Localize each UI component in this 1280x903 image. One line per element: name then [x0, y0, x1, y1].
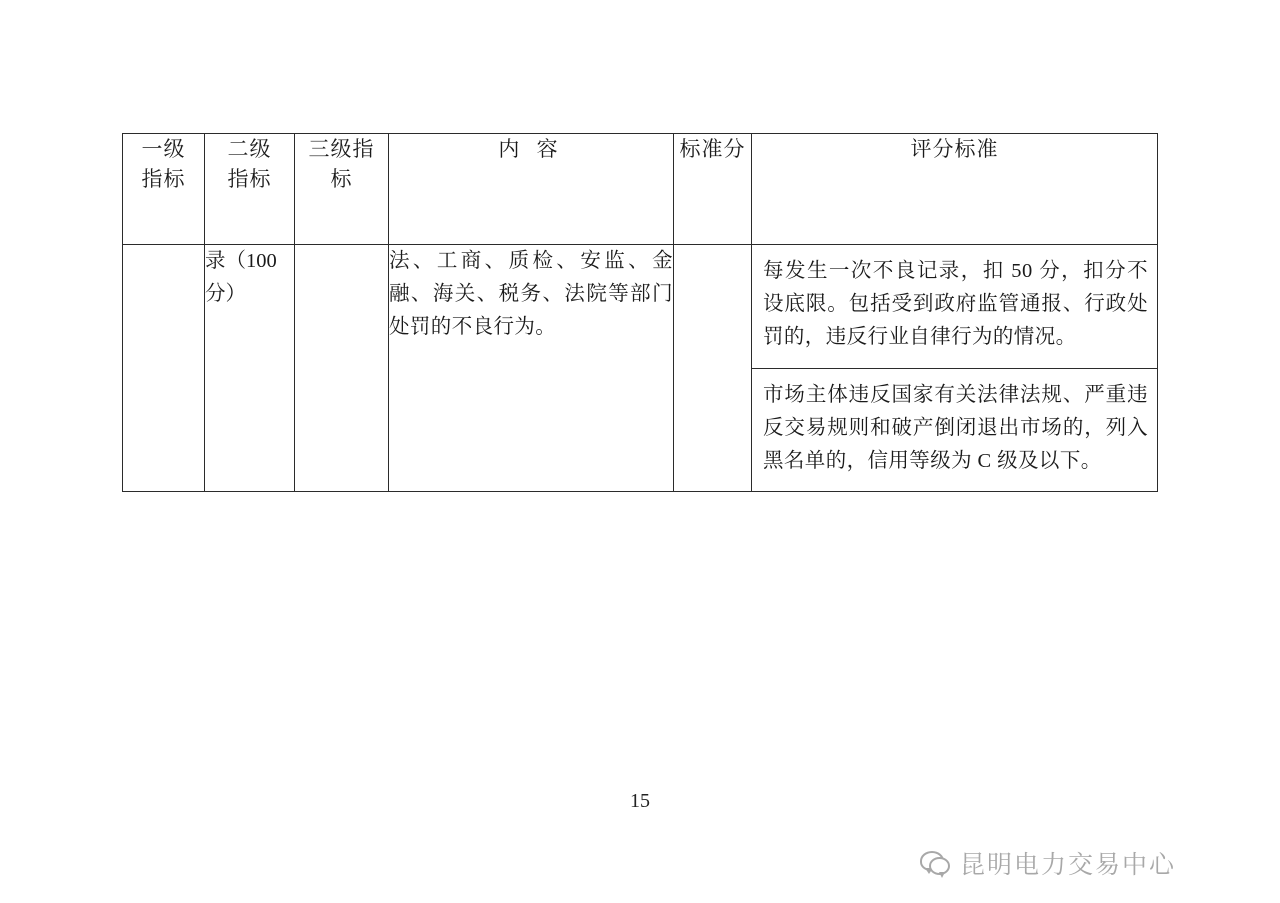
header-level3: 三级指 标: [295, 134, 389, 245]
cell-scoring-criteria: [752, 245, 1158, 492]
header-scoring-criteria: 评分标准: [752, 134, 1158, 245]
table-header-row: [123, 134, 1158, 245]
header-level1: 一级 指标: [123, 134, 205, 245]
cell-content: 法、工商、质检、安监、金融、海关、税务、法院等部门处罚的不良行为。: [389, 245, 674, 492]
header-level2: 二级 指标: [205, 134, 295, 245]
table-row: [123, 245, 1158, 492]
cell-standard-score: [674, 245, 752, 492]
cell-level2: 录（100分）: [205, 245, 295, 492]
criteria-text-1: 每发生一次不良记录，扣 50 分，扣分不设底限。包括受到政府监管通报、行政处罚的，违反行业自律行为的情况。: [752, 245, 1157, 368]
footer-brand-label: 昆明电力交易中心: [960, 852, 1177, 879]
header-standard-score: 标准分: [674, 134, 752, 245]
wechat-icon: [920, 851, 950, 875]
cell-level3: [295, 245, 389, 492]
indicator-scoring-table: [122, 133, 1158, 492]
footer-brand: [920, 845, 1176, 881]
page-number: 15: [630, 790, 650, 812]
criteria-sublist: [752, 245, 1157, 491]
criteria-row-1: [752, 245, 1157, 368]
header-content: 内 容: [389, 134, 674, 245]
cell-level1: [123, 245, 205, 492]
criteria-row-2: [752, 368, 1157, 491]
criteria-text-2: 市场主体违反国家有关法律法规、严重违反交易规则和破产倒闭退出市场的，列入黑名单的，信用等级为 C 级及以下。: [752, 368, 1157, 491]
